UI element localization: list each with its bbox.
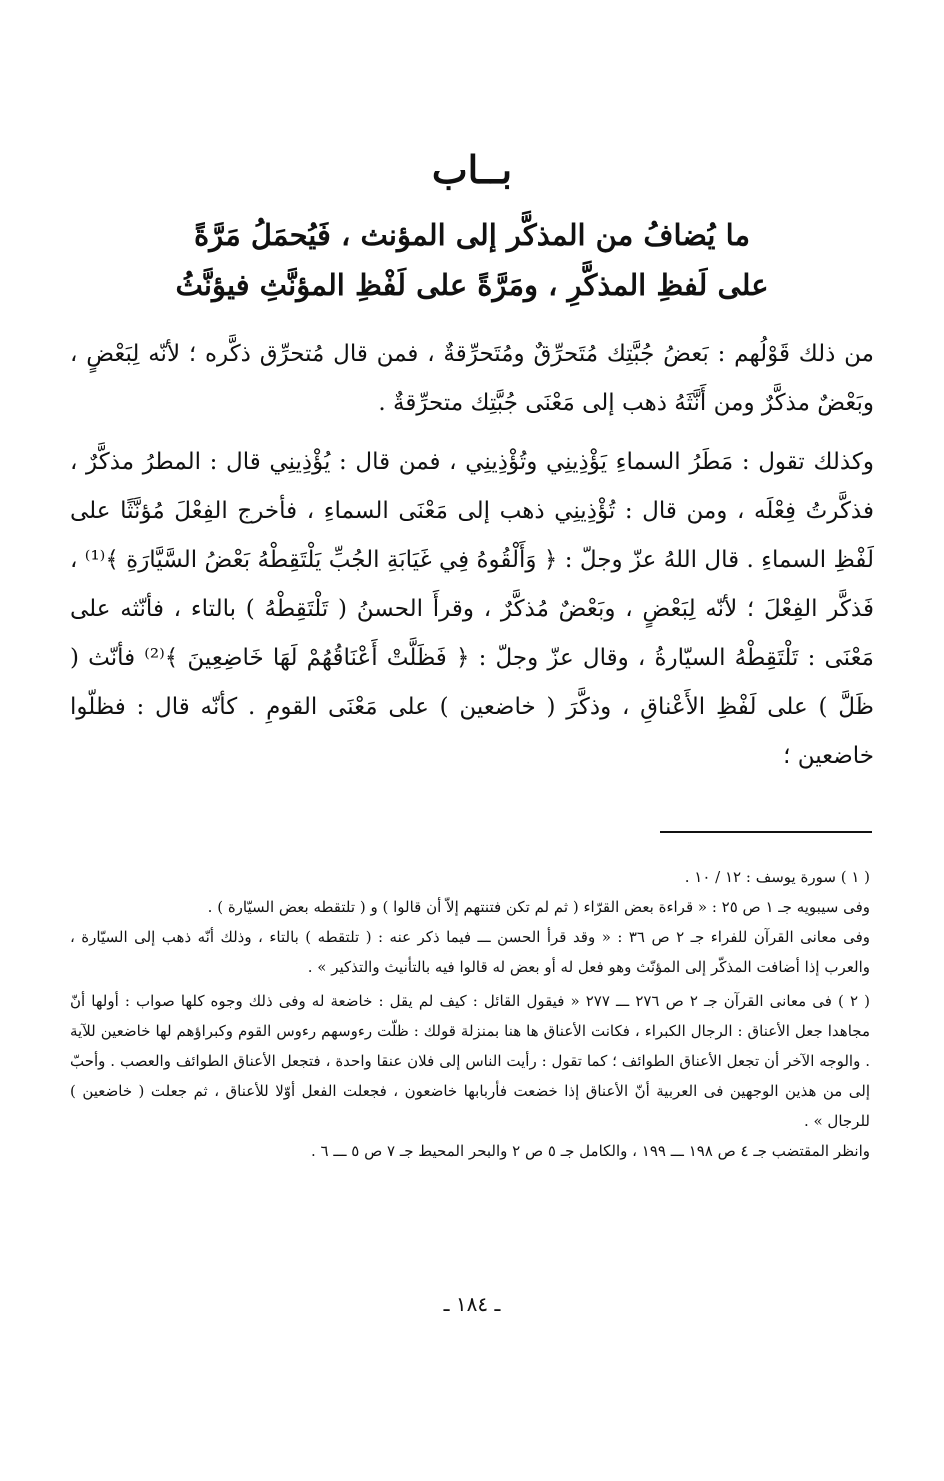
heading-line-1: ما يُضافُ من المذكَّر إلى المؤنث ، فَيُحمَلُ مَرَّةً <box>194 218 750 252</box>
footnote-2-line-1: ( ٢ ) فى معانى القرآن جـ ٢ ص ٢٧٦ ـــ ٢٧٧ « فيقول القائل : كيف لم يقل : خاضعة له وفى ذلك وجوه كلها صواب : أولها أنّ مجاهدا جعل الأعناق : الرجال الكبراء ، فكانت الأعناق ها هنا بمنزلة قولك : ظلّت رءوسهم رءوس القوم وكبراؤهم لها خاضعين للآية . والوجه الآخر أن تجعل الأعناق الطوائف ؛ كما تقول : رأيت الناس إلى فلان عنقا واحدة ، فتجعل الأعناق الطوائف والعصب . وأحبّ إلى من هذين الوجهين فى العربية أنّ الأعناق إذا خضعت فأربابها خاضعون ، فجعلت الفعل أوّلا للأعناق ، ثم جعلت ( خاضعين ) للرجال » . <box>70 992 870 1130</box>
footnotes <box>70 862 870 1166</box>
chapter-title: بــاب <box>431 147 513 192</box>
body-text <box>70 330 874 781</box>
footnote-1-line-3: وفى معانى القرآن للفراء جـ ٢ ص ٣٦ : « وقد قرأ الحسن ـــ فيما ذكر عنه : ( تلتقطه ) بالتاء ، وذلك أنّه ذهب إلى السيّارة ، والعرب إذا أضافت المذكّر إلى المؤنّث وهو فعل له أو بعض له قالوا فيه بالتأنيث والتذكير » . <box>70 928 870 976</box>
footnote-2-line-2: وانظر المقتضب جـ ٤ ص ١٩٨ ـــ ١٩٩ ، والكامل جـ ٥ ص ٢ والبحر المحيط جـ ٧ ص ٥ ـــ ٦ . <box>310 1142 870 1160</box>
section-heading <box>120 210 824 310</box>
footnote-1-line-1: ( ١ ) سورة يوسف : ١٢ / ١٠ . <box>684 868 870 886</box>
body-paragraph-1: من ذلك قَوْلُهم : بَعضُ جُبَّتِك مُتَحرِّقٌ ومُتَحرِّقةٌ ، فمن قال مُتحرِّق ذكَّره ؛ لأنّه لِبَعْضٍ ، وبَعْضٌ مذكَّرٌ ومن أَنَّثَهُ ذهب إلى مَعْنَى جُبَّتِك متحرِّقةٌ . <box>70 341 874 416</box>
footnote-separator <box>660 831 872 833</box>
body-paragraph-2: وكذلك تقول : مَطَرُ السماءِ يَؤْذِينِي وتُؤْذِينِي ، فمن قال : يُؤْذِينِي قال : المطرُ مذكَّرٌ ، فذكَّرتُ فِعْلَه ، ومن قال : تُؤْذِينِي ذهب إلى مَعْنَى السماءِ ، فأخرج الفِعْلَ مُؤنَّثًا على لَفْظِ السماءِ . قال اللهُ عزّ وجلّ : ﴿ وَأَلْقُوهُ فِي غَيَابَةِ الجُبِّ يَلْتَقِطْهُ بَعْضُ السَّيَّارَةِ ﴾⁽¹⁾ ، فَذكَّر الفِعْلَ ؛ لأنّه لِبَعْضٍ ، وبَعْضٌ مُذكَّرٌ ، وقرأَ الحسنُ ( تَلْتَقِطْهُ ) بالتاء ، فأنّثه على مَعْنَى : تَلْتَقِطْهُ السيّارةُ ، وقال عزّ وجلّ : ﴿ فَظَلَّتْ أَعْنَاقُهُمْ لَهَا خَاضِعِينَ ﴾⁽²⁾ فأنّث ( ظَلَّ ) على لَفْظِ الأَعْناقِ ، وذكَّرَ ( خاضعين ) على مَعْنَى القومِ . كأنّه قال : فظلّوا خاضعين ؛ <box>70 449 874 769</box>
page-number: ـ ١٨٤ ـ <box>443 1292 501 1316</box>
footnote-1-line-2: وفى سيبويه جـ ١ ص ٢٥ : « قراءة بعض القرّاء ( ثم لم تكن فتنتهم إلاّ أن قالوا ) و ( تلتقطه بعض السيّارة ) . <box>207 898 870 916</box>
heading-line-2: على لَفظِ المذكَّرِ ، ومَرَّةً على لَفْظِ المؤنَّثِ فيؤنَّثُ <box>175 268 769 302</box>
